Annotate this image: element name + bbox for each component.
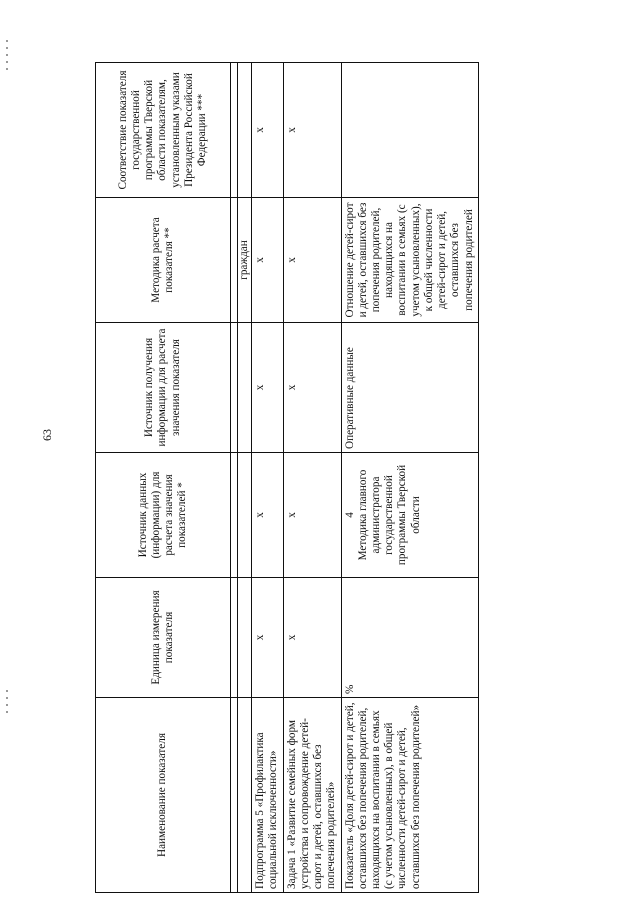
header-unit: Единица измерения показателя (96, 578, 231, 698)
row-unit: х (283, 578, 341, 698)
header-method: Методика расчета показателя ** (96, 198, 231, 323)
row-source: х (252, 453, 283, 578)
row-method: х (283, 198, 341, 323)
row-source-text: Методика главного администратора государственной программы Тверской области (356, 464, 422, 566)
indicators-table (95, 62, 479, 893)
row-name: Показатель «Доля детей-сирот и детей, оставшихся без попечения родителей, находящихся на воспитании в семьях (с учетом усыновленных), в общей численности детей-сирот и детей, оставшихся без попечения родителей» (341, 698, 478, 893)
row-name: Подпрограмма 5 «Профилактика социальной исключенности» (252, 698, 283, 893)
header-name: Наименование показателя (96, 698, 231, 893)
scan-edge-marks-top (6, 40, 8, 70)
page-number: 63 (40, 429, 54, 441)
rotated-table-container (95, 63, 640, 893)
spacer-row (231, 63, 238, 893)
scan-edge-marks-bottom (6, 690, 8, 716)
table-row (283, 63, 341, 893)
row-conformity: х (283, 63, 341, 198)
row-info-source: х (283, 323, 341, 453)
carry-row (238, 63, 252, 893)
header-source: Источник данных (информации) для расчета значения показателей * (96, 453, 231, 578)
row-source (341, 453, 478, 578)
row-source: х (283, 453, 341, 578)
header-conformity: Соответствие показателя государственной программы Тверской области показателям, установленным указами Президента Российской Федерации *** (96, 63, 231, 198)
row-name: Задача 1 «Развитие семейных форм устройства и сопровождение детей-сирот и детей, оставшихся без попечения родителей» (283, 698, 341, 893)
table-row (252, 63, 283, 893)
row-method: Отношение детей-сирот и детей, оставшихся без попечения родителей, находящихся на воспитании в семьях (с учетом усыновленных), к общей численности детей-сирот и детей, оставшихся без попечения родителей (341, 198, 478, 323)
row-conformity: х (252, 63, 283, 198)
table-header-row (96, 63, 231, 893)
row-method: х (252, 198, 283, 323)
row-conformity (341, 63, 478, 198)
header-info-source: Источник получения информации для расчета значения показателя (96, 323, 231, 453)
row-source-number: 4 (343, 512, 356, 518)
row-info-source: х (252, 323, 283, 453)
row-info-source: Оперативные данные (341, 323, 478, 453)
table-row (341, 63, 478, 893)
carry-text: граждан (238, 198, 252, 323)
row-unit: % (341, 578, 478, 698)
row-unit: х (252, 578, 283, 698)
